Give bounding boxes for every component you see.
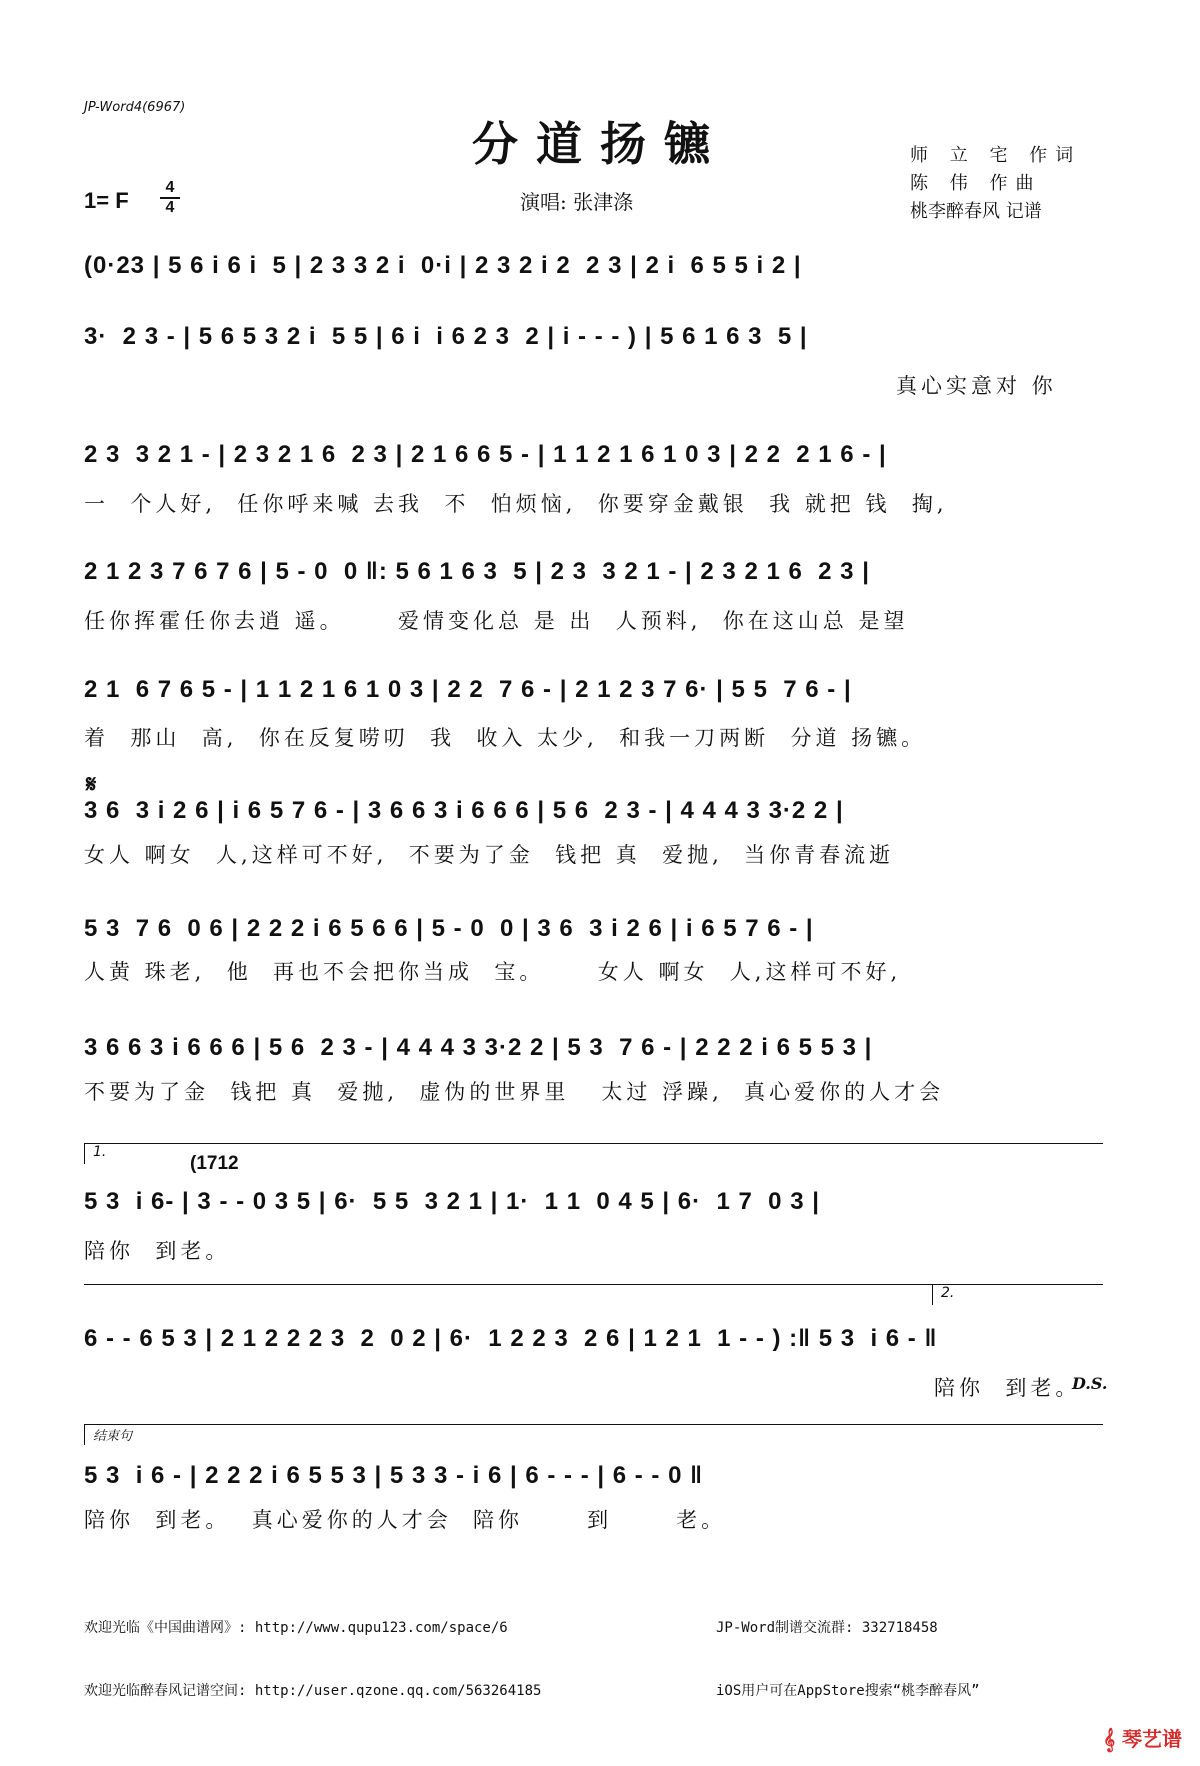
- notation-row-8: 3 6 6 3 i 6 6 6 | 5 6 2 3 - | 4 4 4 3 3·2 2 | 5 3 7 6 - | 2 2 2 i 6 5 5 3 |: [84, 1034, 873, 1061]
- notation-row-4: 2 1 2 3 7 6 7 6 | 5 - 0 0 ‖: 5 6 1 6 3 5 | 2 3 3 2 1 - | 2 3 2 1 6 2 3 |: [84, 558, 870, 585]
- footer-right: [716, 1576, 980, 1723]
- singer-label: 演唱: 张津涤: [520, 190, 634, 214]
- notation-row-9: 5 3 i 6- | 3 - - 0 3 5 | 6· 5 5 3 2 1 | 1· 1 1 0 4 5 | 6· 1 7 0 3 |: [84, 1188, 820, 1215]
- notation-row-6: 3 6 3 i 2 6 | i 6 5 7 6 - | 3 6 6 3 i 6 6 6 | 5 6 2 3 - | 4 4 4 3 3·2 2 |: [84, 797, 844, 824]
- volta-2-bracket: [932, 1284, 1103, 1305]
- composer-credit: 陈 伟 作曲: [910, 173, 1042, 194]
- lyrics-row-8: 不要为了金 钱把 真 爱抛, 虚伪的世界里 太过 浮躁, 真心爱你的人才会: [84, 1080, 945, 1104]
- volta-2-label: 2.: [941, 1285, 955, 1301]
- notation-row-7: 5 3 7 6 0 6 | 2 2 2 i 6 5 6 6 | 5 - 0 0 | 3 6 3 i 2 6 | i 6 5 7 6 - |: [84, 915, 814, 942]
- lyrics-row-2: 真心实意对 你: [896, 374, 1057, 398]
- coda-bracket: [84, 1424, 1103, 1445]
- lyrics-row-5: 着 那山 高, 你在反复唠叨 我 收入 太少, 和我一刀两断 分道 扬镳。: [84, 726, 927, 750]
- lyrics-row-4: 任你挥霍任你去逍 遥。 爱情变化总 是 出 人预料, 你在这山总 是望: [84, 609, 909, 633]
- watermark-icon: 𝄞: [1103, 1727, 1116, 1751]
- notation-row-11: 5 3 i 6 - | 2 2 2 i 6 5 5 3 | 5 3 3 - i 6 | 6 - - - | 6 - - 0 ‖: [84, 1462, 704, 1489]
- lyrics-row-10: 陪你 到老。: [934, 1376, 1081, 1400]
- volta-1-label: 1.: [93, 1144, 107, 1160]
- footer-left-line-1: 欢迎光临《中国曲谱网》: http://www.qupu123.com/space/6: [84, 1620, 508, 1636]
- lyrics-row-7: 人黄 珠老, 他 再也不会把你当成 宝。 女人 啊女 人,这样可不好,: [84, 960, 902, 984]
- lyricist-credit: 师 立 宅 作词: [910, 145, 1082, 166]
- lyrics-row-9: 陪你 到老。: [84, 1239, 231, 1263]
- notation-row-2: 3· 2 3 - | 5 6 5 3 2 i 5 5 | 6 i i 6 2 3 2 | i - - - ) | 5 6 1 6 3 5 |: [84, 323, 808, 350]
- lyrics-row-6: 女人 啊女 人,这样可不好, 不要为了金 钱把 真 爱抛, 当你青春流逝: [84, 843, 895, 867]
- meter-bottom: 4: [165, 199, 175, 216]
- watermark-logo: [1103, 1723, 1182, 1752]
- software-label: JP-Word4(6967): [84, 100, 186, 115]
- notation-row-1: (0·23 | 5 6 i 6 i 5 | 2 3 3 2 i 0·i | 2 3 2 i 2 2 3 | 2 i 6 5 5 i 2 |: [84, 252, 802, 279]
- notation-row-5: 2 1 6 7 6 5 - | 1 1 2 1 6 1 0 3 | 2 2 7 6 - | 2 1 2 3 7 6· | 5 5 7 6 - |: [84, 676, 852, 703]
- footer-left-line-2: 欢迎光临醉春风记谱空间: http://user.qzone.qq.com/563264185: [84, 1683, 542, 1699]
- footer-left: [84, 1576, 541, 1723]
- segno-sign: 𝄋: [86, 770, 97, 798]
- notation-row-3: 2 3 3 2 1 - | 2 3 2 1 6 2 3 | 2 1 6 6 5 - | 1 1 2 1 6 1 0 3 | 2 2 2 1 6 - |: [84, 441, 887, 468]
- footer-right-line-2: iOS用户可在AppStore搜索“桃李醉春风”: [716, 1683, 980, 1699]
- coda-label: 结束句: [93, 1429, 133, 1444]
- time-signature: [160, 180, 180, 216]
- key-signature: 1= F: [84, 188, 129, 213]
- lyrics-row-3: 一 个人好, 任你呼来喊 去我 不 怕烦恼, 你要穿金戴银 我 就把 钱 掏,: [84, 492, 948, 516]
- page-title: 分道扬镳: [472, 117, 728, 171]
- notation-row-10: 6 - - 6 5 3 | 2 1 2 2 2 3 2 0 2 | 6· 1 2 2 3 2 6 | 1 2 1 1 - - ) :‖ 5 3 i 6 - ‖: [84, 1325, 938, 1352]
- grace-notes: (1712: [190, 1153, 239, 1174]
- footer-right-line-1: JP-Word制谱交流群: 332718458: [716, 1620, 938, 1636]
- transcriber-credit: 桃李醉春风 记谱: [910, 201, 1042, 222]
- credits: [910, 142, 1081, 226]
- meter-top: 4: [165, 179, 175, 196]
- ds-marking: D.S.: [1072, 1374, 1108, 1393]
- watermark-text: 琴艺谱: [1122, 1727, 1182, 1751]
- system-line: [84, 1284, 932, 1285]
- lyrics-row-11: 陪你 到老。 真心爱你的人才会 陪你 到 老。: [84, 1508, 727, 1532]
